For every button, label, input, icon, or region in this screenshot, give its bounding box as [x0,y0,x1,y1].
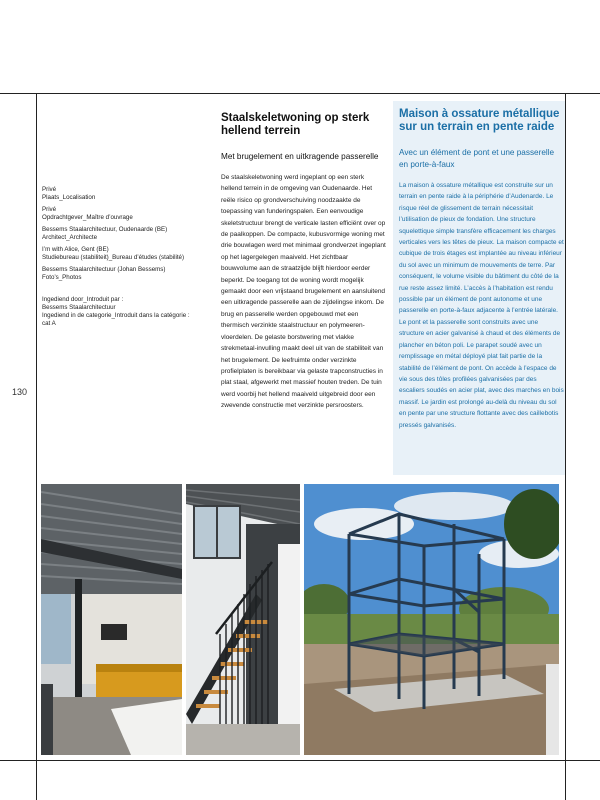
metadata-location [42,186,207,202]
metadata-value: Privé [42,206,57,213]
metadata-value: Bessems Staalarchitectuur (Johan Bessems) [42,266,166,273]
metadata-value: I’m with Alice, Gent (BE) [42,246,109,253]
dutch-article [221,112,386,412]
metadata-label: Plaats_Localisation [42,194,96,201]
metadata-value: cat A [42,320,56,327]
photo-steel-frame-construction [304,484,559,755]
right-margin-rule [565,93,566,800]
metadata-engineer [42,246,207,262]
metadata-label: Architect_Architecte [42,234,98,241]
photo-staircase [186,484,300,755]
metadata-architect [42,226,207,242]
metadata-client [42,206,207,222]
dutch-body: De staalskeletwoning werd ingeplant op een sterk hellend terrein in de omgeving van Oudenaarde. Het reële risico op grondverschuiving noodzaakte de toepassing van funderingspalen. Een eenvoudige skeletstructuur brengt de verticale lasten efficiënt over op de paalkoppen. De compacte, kubusvormige woning met drie bouwlagen werd met minimaal grondverzet ingeplant op het lagergelegen maaiveld. Het zichtbaar bouwvolume aan de straatzijde blijft hierdoor eerder beperkt. De toegang tot de woning wordt mogelijk gemaakt door een vrijstaand brugelement en aansluitend een uitkragende passerelle aan de zijdelingse inkom. De brug en passerelle werden opgebouwd met een thermisch verzinkte staalstructuur en polymeeren-vloerdelen. De gelaste borstwering met vlakke strekmetaal-invulling maakt deel uit van de stabiliteit van het brugelement. De leefruimte onder verzinkte profielplaten is bereikbaar via gelaste trapconstructies in plat staal, afgewerkt met massief houten treden. De tuin werd voorbij het hellend maaiveld uitgebreid door een zwevende constructie met verzinkte persroosters. [221,174,386,410]
metadata-value: Bessems Staalarchitectuur, Oudenaarde (BE) [42,226,168,233]
metadata-photos [42,266,207,282]
metadata-value: Privé [42,186,57,193]
metadata-label: Ingediend in de categorie_Introduit dans la catégorie : [42,312,190,319]
photo-interior-living [41,484,182,755]
project-metadata [42,186,207,332]
metadata-label: Opdrachtgever_Maître d’ouvrage [42,214,133,221]
metadata-value: Bessems Staalarchitectuur [42,304,116,311]
french-subtitle: Avec un élément de pont et une passerelle en porte-à-faux [399,148,555,169]
top-rule [0,93,600,94]
left-margin-rule [36,93,37,800]
french-title: Maison à ossature métallique sur un terrain en pente raide [399,108,560,133]
page-number: 130 [12,387,28,397]
metadata-label: Ingediend door_Introduit par : [42,296,124,303]
french-body: La maison à ossature métallique est construite sur un terrain en pente raide à la périphérie d’Audenarde. Le risque réel de glissement de terrain nécessitait l’utilisation de pieux de fondation. Une structure squelettique simple transfère efficacement les charges verticales vers les têtes de pieux. La maison compacte et cubique de trois étages est implantée au niveau inférieur du sol avec un minimum de mouvements de terre. Par conséquent, le volume visible du bâtiment du côté de la rue reste assez limité. L’accès à l’habitation est rendu possible par un élément de pont autonome et une passerelle en porte-à-faux adjacente à l’entrée latérale. Le pont et la passerelle sont construits avec une structure en acier galvanisé à chaud et des éléments de plancher en béton poli. Le parapet soudé avec un remplissage en métal déployé plat fait partie de la stabilité de l’élément de pont. On accède à l’espace de vie sous des tôles profilées galvanisées par des escaliers soudés en acier plat, avec des marches en bois massif. Le jardin est prolongé au-delà du niveau du sol en pente par une structure flottante avec des caillebotis pressés galvanisés. [399,182,564,429]
footer-rule [0,760,600,761]
metadata-label: Foto’s_Photos [42,274,82,281]
dutch-subtitle: Met brugelement en uitkragende passerelle [221,152,379,161]
metadata-submission [42,296,207,328]
french-article [399,108,564,431]
metadata-label: Studiebureau (stabiliteit)_Bureau d’études (stabilité) [42,254,185,261]
dutch-title: Staalskeletwoning op sterk hellend terrein [221,112,370,137]
